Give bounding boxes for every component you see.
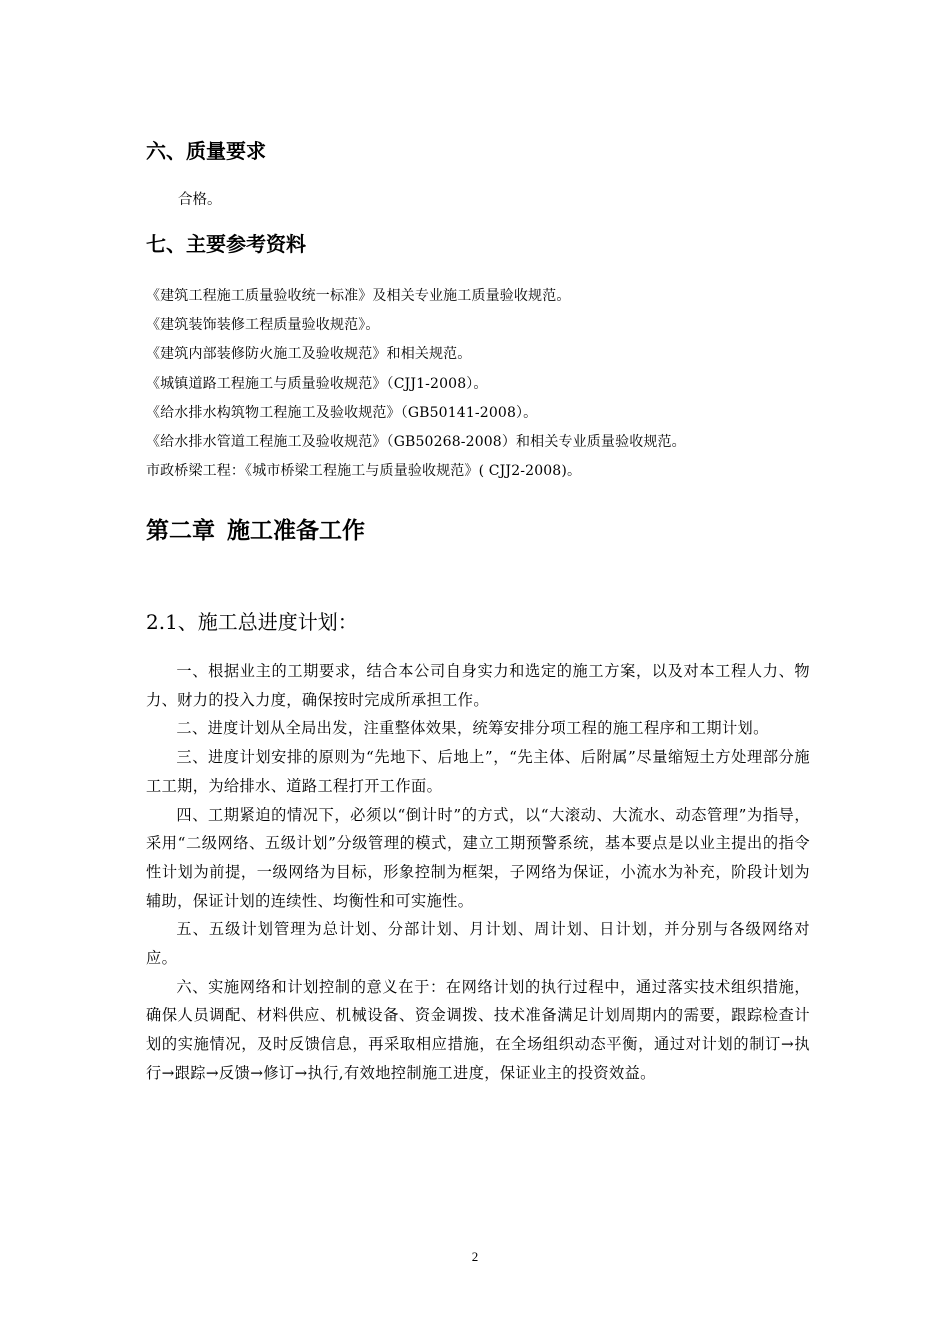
reference-item: 《给水排水管道工程施工及验收规范》（GB50268-2008）和相关专业质量验收规范。 bbox=[146, 433, 686, 450]
quality-requirements-text: 合格。 bbox=[178, 192, 222, 208]
reference-item: 《建筑装饰装修工程质量验收规范》。 bbox=[146, 317, 380, 334]
chapter-title: 施工准备工作 bbox=[227, 518, 365, 544]
paragraph: 四、工期紧迫的情况下，必须以“倒计时”的方式，以“大滚动、大流水、动态管理”为指导，采用“二级网络、五级计划”分级管理的模式，建立工期预警系统，基本要点是以业主提出的指令性计划为前提，一级网络为目标，形象控制为框架，子网络为保证，小流水为补充，阶段计划为辅助，保证计划的连续性、均衡性和可实施性。 bbox=[146, 805, 810, 910]
references-list bbox=[146, 282, 826, 486]
page-number: 2 bbox=[471, 1249, 479, 1264]
paragraph: 二、进度计划从全局出发，注重整体效果，统筹安排分项工程的施工程序和工期计划。 bbox=[176, 719, 769, 738]
chapter-number: 第二章 bbox=[146, 518, 215, 544]
reference-item: 《城镇道路工程施工与质量验收规范》（CJJ1-2008）。 bbox=[146, 375, 488, 392]
paragraph: 六、实施网络和计划控制的意义在于：在网络计划的执行过程中，通过落实技术组织措施，确保人员调配、材料供应、机械设备、资金调拨、技术准备满足计划周期内的需要，跟踪检查计划的实施情况，及时反馈信息，再采取相应措施，在全场组织动态平衡，通过对计划的制订→执行→跟踪→反馈→修订→执行,有效地控制施工进度，保证业主的投资效益。 bbox=[146, 977, 810, 1082]
paragraph: 三、进度计划安排的原则为“先地下、后地上”，“先主体、后附属”尽量缩短土方处理部分施工工期，为给排水、道路工程打开工作面。 bbox=[146, 748, 810, 795]
reference-item: 《建筑内部装修防火施工及验收规范》和相关规范。 bbox=[146, 346, 472, 363]
section-heading: 2.1、施工总进度计划： bbox=[146, 610, 358, 634]
references-heading: 七、主要参考资料 bbox=[146, 232, 306, 256]
chapter-heading bbox=[146, 515, 365, 547]
body-paragraphs bbox=[146, 657, 810, 1088]
paragraph: 五、五级计划管理为总计划、分部计划、月计划、周计划、日计划，并分别与各级网络对应。 bbox=[146, 920, 810, 968]
reference-item: 《建筑工程施工质量验收统一标准》及相关专业施工质量验收规范。 bbox=[146, 288, 571, 304]
paragraph: 一、根据业主的工期要求，结合本公司自身实力和选定的施工方案，以及对本工程人力、物力、财力的投入力度，确保按时完成所承担工作。 bbox=[146, 662, 810, 709]
reference-item: 《给水排水构筑物工程施工及验收规范》（GB50141-2008）。 bbox=[146, 404, 538, 421]
reference-item: 市政桥梁工程：《城市桥梁工程施工与质量验收规范》( CJJ2-2008)。 bbox=[146, 463, 582, 480]
quality-requirements-heading: 六、质量要求 bbox=[146, 139, 266, 163]
